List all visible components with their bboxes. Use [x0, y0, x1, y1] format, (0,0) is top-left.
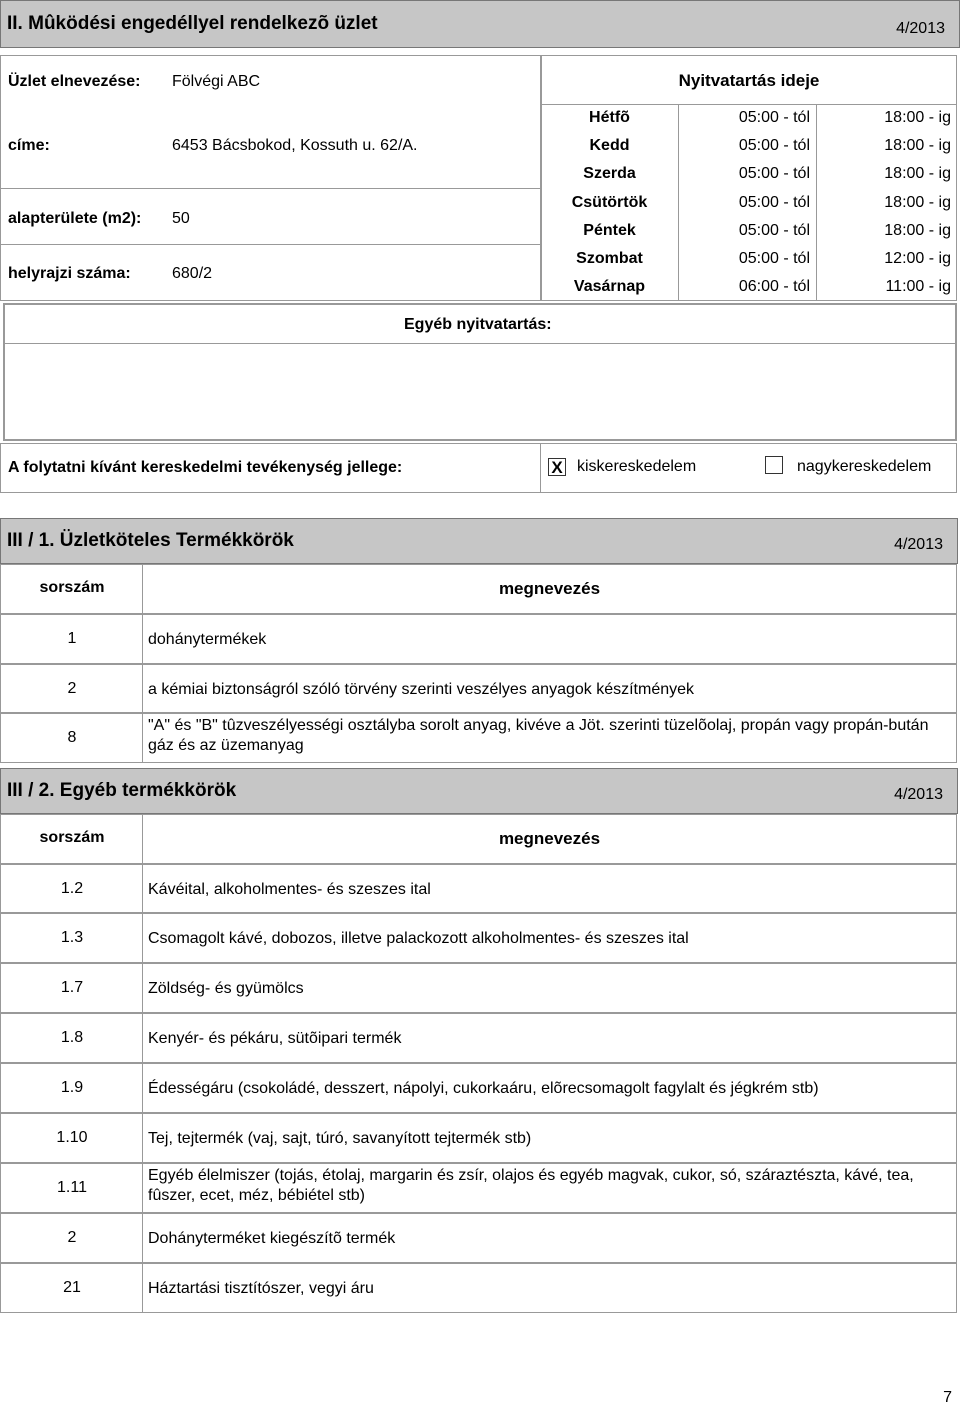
- row-name: Háztartási tisztítószer, vegyi áru: [148, 1280, 374, 1297]
- table-row: [0, 713, 957, 763]
- col-number-header: sorszám: [39, 829, 105, 846]
- table-row: [0, 963, 957, 1013]
- retail-checkbox[interactable]: X: [548, 458, 566, 476]
- table-row: [0, 864, 957, 913]
- hours-day: Vasárnap: [573, 278, 646, 295]
- row-number: 8: [67, 729, 77, 746]
- row-name: Kávéital, alkoholmentes- és szeszes ital: [148, 881, 431, 898]
- opening-hours-title: Nyitvatartás ideje: [678, 71, 820, 90]
- hours-to: 18:00 - ig: [884, 194, 951, 211]
- row-number: 1.3: [60, 929, 84, 946]
- hours-from: 05:00 - tól: [738, 250, 810, 267]
- hours-from: 05:00 - tól: [738, 137, 810, 154]
- hours-to: 18:00 - ig: [884, 109, 951, 126]
- hours-day: Kedd: [589, 137, 630, 154]
- col-number-header: sorszám: [39, 579, 105, 596]
- hours-day: Hétfõ: [589, 109, 630, 126]
- hours-from: 05:00 - tól: [738, 194, 810, 211]
- row-name: Édességáru (csokoládé, desszert, nápolyi, cukorkaáru, elõrecsomagolt fagylalt és jégkrém stb): [148, 1080, 819, 1097]
- section-ii-header: [0, 0, 960, 48]
- section-iii-1-year: 4/2013: [894, 536, 943, 553]
- hours-from: 05:00 - tól: [738, 222, 810, 239]
- area-value: 50: [172, 210, 190, 227]
- row-name: Dohányterméket kiegészítõ termék: [148, 1230, 396, 1247]
- section-iii-1-header: [0, 518, 958, 564]
- hours-from: 05:00 - tól: [738, 109, 810, 126]
- row-name: Tej, tejtermék (vaj, sajt, túró, savanyított tejtermék stb): [148, 1130, 532, 1147]
- hours-to: 18:00 - ig: [884, 222, 951, 239]
- table-row: [0, 1063, 957, 1113]
- row-name: Csomagolt kávé, dobozos, illetve palackozott alkoholmentes- és szeszes ital: [148, 930, 689, 947]
- section-ii-title: II. Mûködési engedéllyel rendelkezõ üzlet: [7, 13, 378, 34]
- row-number: 1: [67, 630, 77, 647]
- hours-day: Csütörtök: [571, 194, 648, 211]
- page-number: 7: [943, 1389, 952, 1406]
- row-name: "A" és "B" tûzveszélyességi osztályba sorolt anyag, kivéve a Jöt. szerinti tüzelõolaj, propán vagy propán-bután gáz és az üzemanyag: [148, 717, 929, 754]
- hours-to: 18:00 - ig: [884, 165, 951, 182]
- store-name-value: Fölvégi ABC: [172, 73, 261, 90]
- hours-from: 06:00 - tól: [738, 278, 810, 295]
- hours-day: Péntek: [583, 222, 636, 239]
- row-number: 21: [63, 1279, 81, 1296]
- address-value: 6453 Bácsbokod, Kossuth u. 62/A.: [172, 137, 418, 154]
- hours-day: Szombat: [576, 250, 643, 267]
- section-iii-1-title: III / 1. Üzletköteles Termékkörök: [7, 530, 294, 551]
- row-name: a kémiai biztonságról szóló törvény szerinti veszélyes anyagok készítmények: [148, 681, 695, 698]
- address-label: címe:: [8, 137, 50, 154]
- row-name: Kenyér- és pékáru, sütõipari termék: [148, 1030, 402, 1047]
- store-name-label: Üzlet elnevezése:: [8, 73, 141, 90]
- parcel-value: 680/2: [172, 265, 213, 282]
- wholesale-label: nagykereskedelem: [797, 458, 932, 475]
- row-number: 2: [67, 1229, 77, 1246]
- row-name: dohánytermékek: [148, 631, 267, 648]
- row-number: 1.2: [60, 880, 84, 897]
- wholesale-checkbox[interactable]: [765, 456, 783, 474]
- row-number: 2: [67, 680, 77, 697]
- col-name-header: megnevezés: [498, 829, 601, 848]
- table-row: [0, 1163, 957, 1213]
- table-row: [0, 1213, 957, 1263]
- row-number: 1.11: [57, 1179, 87, 1196]
- other-hours-label: Egyéb nyitvatartás:: [404, 316, 552, 333]
- row-name: Zöldség- és gyümölcs: [148, 980, 304, 997]
- table-row: [0, 913, 957, 963]
- section-iii-2-column-header: [0, 814, 957, 864]
- row-name: Egyéb élelmiszer (tojás, étolaj, margarin és zsír, olajos és egyéb magvak, cukor, só, száraztészta, kávé, tea, fûszer, ecet, méz, bébiétel stb): [148, 1167, 914, 1204]
- section-ii-year: 4/2013: [896, 20, 945, 37]
- row-number: 1.10: [56, 1129, 88, 1146]
- section-iii-1-column-header: [0, 564, 957, 614]
- activity-label: A folytatni kívánt kereskedelmi tevékenység jellege:: [8, 459, 403, 476]
- hours-from: 05:00 - tól: [738, 165, 810, 182]
- area-label: alapterülete (m2):: [8, 210, 142, 227]
- table-row: [0, 1013, 957, 1063]
- hours-to: 12:00 - ig: [884, 250, 951, 267]
- row-number: 1.9: [60, 1079, 84, 1096]
- col-name-header: megnevezés: [498, 579, 601, 598]
- table-row: [0, 664, 957, 713]
- row-number: 1.8: [60, 1029, 84, 1046]
- hours-to: 11:00 - ig: [885, 278, 951, 295]
- hours-to: 18:00 - ig: [884, 137, 951, 154]
- table-row: [0, 1113, 957, 1163]
- section-iii-2-year: 4/2013: [894, 786, 943, 803]
- row-number: 1.7: [60, 979, 84, 996]
- section-iii-2-title: III / 2. Egyéb termékkörök: [7, 780, 237, 801]
- table-row: [0, 614, 957, 664]
- table-row: [0, 1263, 957, 1313]
- section-iii-2-header: [0, 768, 958, 814]
- retail-label: kiskereskedelem: [577, 458, 697, 475]
- hours-day: Szerda: [583, 165, 636, 182]
- parcel-label: helyrajzi száma:: [8, 265, 131, 282]
